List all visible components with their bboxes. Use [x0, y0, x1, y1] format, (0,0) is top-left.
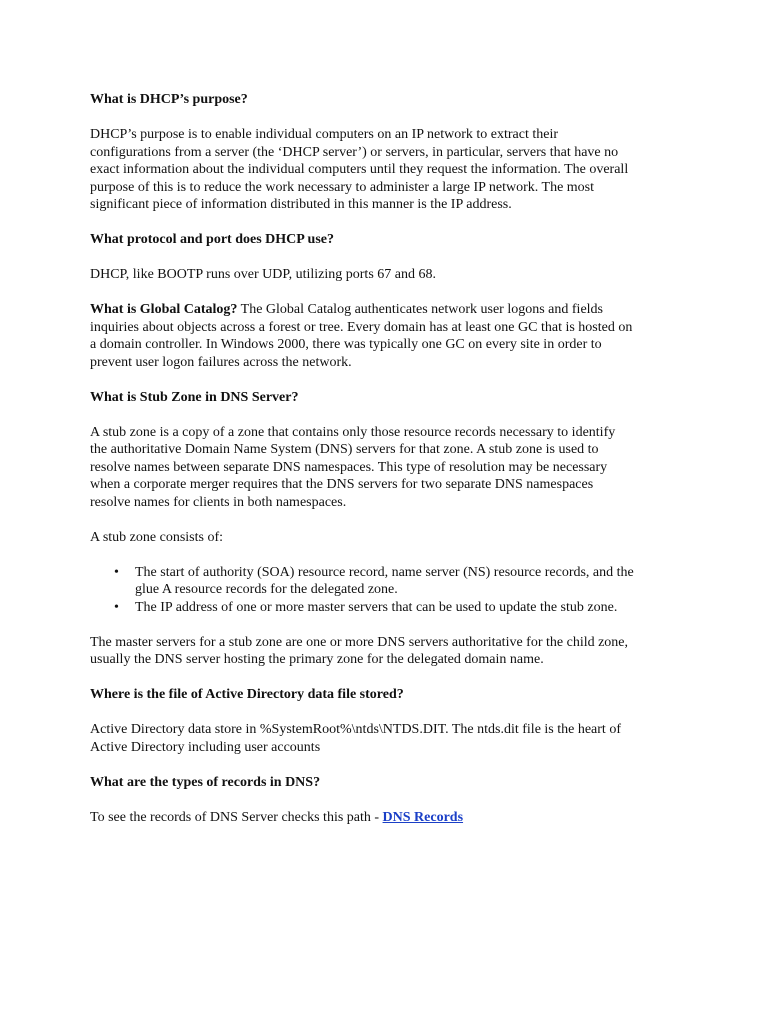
text-line: Active Directory including user accounts [90, 739, 321, 755]
text-line: the authoritative Domain Name System (DNS) servers for that zone. A stub zone is used to [90, 442, 599, 457]
text-line: The master servers for a stub zone are one or more DNS servers authoritative for the child zone, [90, 634, 629, 650]
text-line: inquiries about objects across a forest or tree. Every domain has at least one GC that is hosted on [90, 319, 633, 335]
bullet-icon: • [114, 564, 119, 580]
text-line: Active Directory data store in %SystemRoot%\ntds\NTDS.DIT. The ntds.dit file is the heart of [90, 722, 621, 737]
paragraph-global-catalog [90, 301, 680, 371]
heading-dhcp-purpose: What is DHCP’s purpose? [90, 92, 248, 107]
text-line: A stub zone is a copy of a zone that contains only those resource records necessary to identify [90, 424, 616, 440]
text-line: a domain controller. In Windows 2000, there was typically one GC on every site in order to [90, 337, 602, 352]
paragraph-stub-zone [90, 424, 680, 512]
global-catalog-text: The Global Catalog authenticates network user logons and fields [237, 302, 603, 317]
dns-records-link[interactable]: DNS Records [382, 809, 464, 825]
text-line: The IP address of one or more master servers that can be used to update the stub zone. [135, 599, 618, 615]
heading-stub-zone: What is Stub Zone in DNS Server? [90, 389, 299, 405]
text-line: purpose of this is to reduce the work necessary to administer a large IP network. The most [90, 179, 595, 195]
text-line: exact information about the individual computers until they request the information. The overall [90, 162, 629, 177]
text-line: DHCP, like BOOTP runs over UDP, utilizing ports 67 and 68. [90, 267, 436, 282]
stub-zone-consists-of: A stub zone consists of: [90, 529, 223, 545]
text-line: configurations from a server (the ‘DHCP server’) or servers, in particular, servers that have no [90, 144, 619, 160]
text-line: The start of authority (SOA) resource record, name server (NS) resource records, and the [135, 564, 634, 580]
heading-dns-records: What are the types of records in DNS? [90, 774, 321, 790]
text-line: when a corporate merger requires that the DNS servers for two separate DNS namespaces [90, 477, 594, 492]
bullet-icon: • [114, 599, 119, 615]
paragraph-master-servers [90, 634, 680, 669]
text-line: resolve names for clients in both namespaces. [90, 494, 347, 510]
document-page [90, 91, 680, 826]
text-line: resolve names between separate DNS namespaces. This type of resolution may be necessary [90, 459, 608, 475]
heading-global-catalog: What is Global Catalog? [90, 302, 238, 317]
paragraph-dns-records [90, 809, 680, 827]
text-line: usually the DNS server hosting the primary zone for the delegated domain name. [90, 652, 544, 667]
text-line: significant piece of information distributed in this manner is the IP address. [90, 197, 512, 212]
text-line: prevent user logon failures across the network. [90, 354, 352, 370]
dns-records-text: To see the records of DNS Server checks this path - [90, 809, 383, 825]
text-line: glue A resource records for the delegated zone. [135, 582, 398, 597]
stub-zone-bullet-list [90, 564, 680, 617]
heading-ad-file: Where is the file of Active Directory data file stored? [90, 687, 404, 702]
list-item [90, 564, 680, 599]
text-line [90, 301, 680, 319]
heading-dhcp-port: What protocol and port does DHCP use? [90, 232, 334, 247]
list-item [90, 599, 680, 617]
text-line: DHCP’s purpose is to enable individual computers on an IP network to extract their [90, 127, 559, 142]
paragraph-ad-file [90, 721, 680, 756]
paragraph-dhcp-purpose [90, 126, 680, 214]
paragraph-dhcp-port [90, 266, 680, 284]
